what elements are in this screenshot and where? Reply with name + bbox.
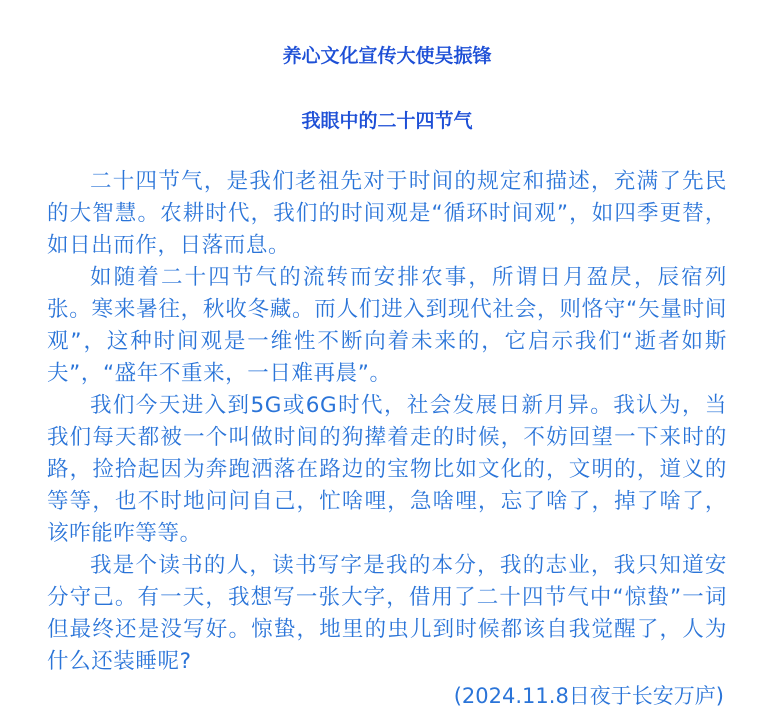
page-title: 养心文化宣传大使吴振锋	[282, 45, 492, 67]
date-signature: (2024.11.8日夜于长安万庐)	[453, 684, 724, 708]
paragraph: 我是个读书的人，读书写字是我的本分，我的志业，我只知道安分守己。有一天，我想写一张大字，借用了二十四节气中“惊蛰”一词但最终还是没写好。惊蛰，地里的虫儿到时候都该自我觉醒了，人为什么还装睡呢?	[47, 553, 727, 674]
article-body	[47, 166, 727, 678]
article-subtitle: 我眼中的二十四节气	[301, 110, 473, 132]
paragraph: 如随着二十四节气的流转而安排农事，所谓日月盈昃，辰宿列张。寒来暑往，秋收冬藏。而人们进入到现代社会，则恪守“矢量时间观”，这种时间观是一维性不断向着未来的，它启示我们“逝者如斯夫”，“盛年不重来，一日难再晨”。	[47, 265, 727, 386]
paragraph: 我们今天进入到5G或6G时代，社会发展日新月异。我认为，当我们每天都被一个叫做时间的狗撵着走的时候，不妨回望一下来时的路，捡拾起因为奔跑洒落在路边的宝物比如文化的，文明的，道义的等等，也不时地问问自己，忙啥哩，急啥哩，忘了啥了，掉了啥了，该咋能咋等等。	[47, 393, 727, 546]
paragraph: 二十四节气，是我们老祖先对于时间的规定和描述，充满了先民的大智慧。农耕时代，我们的时间观是“循环时间观”，如四季更替，如日出而作，日落而息。	[47, 169, 727, 258]
